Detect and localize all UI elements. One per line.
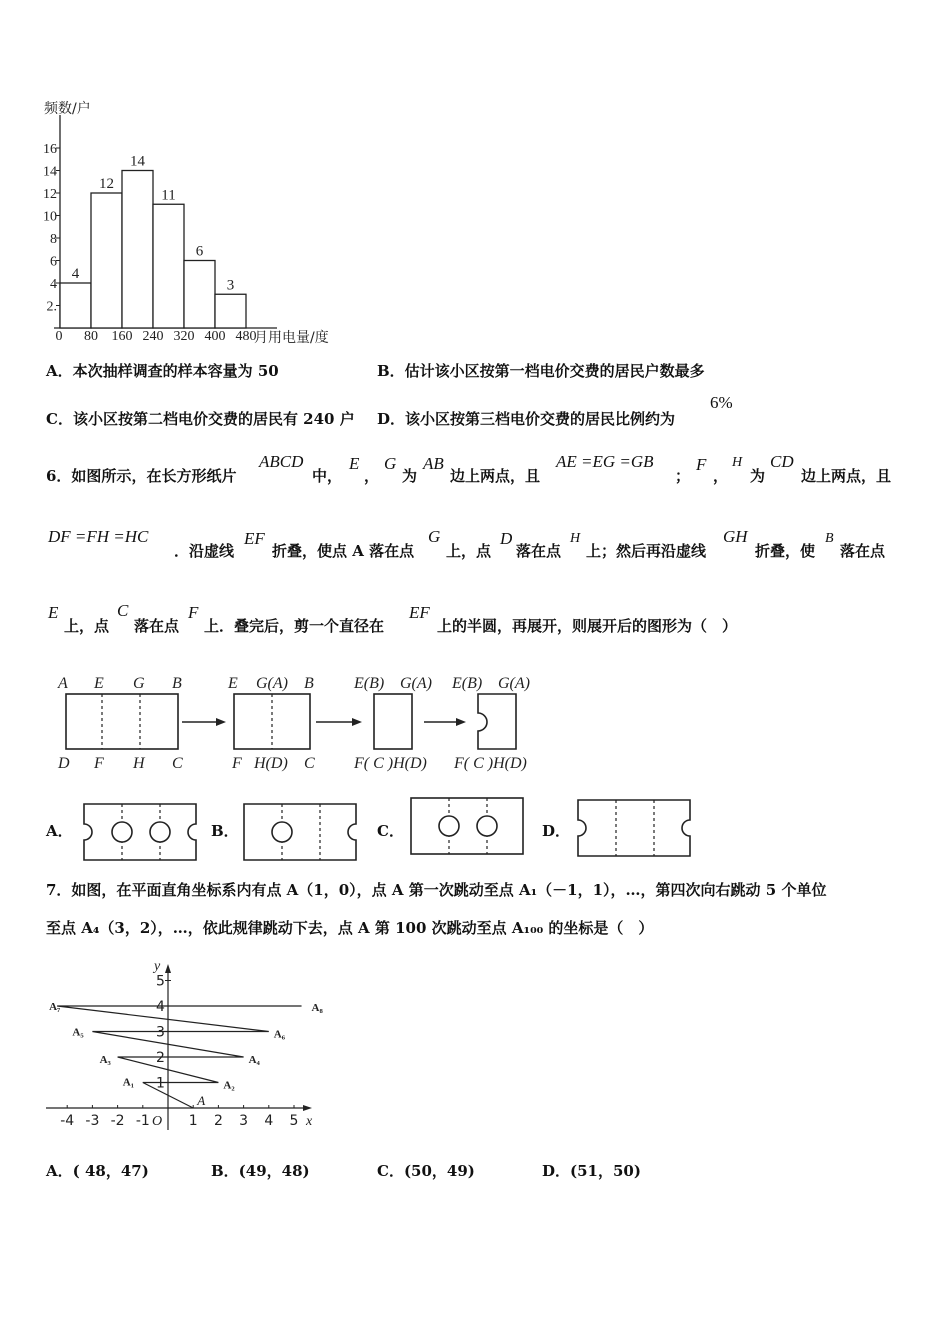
q6-option-d-label: D． (542, 822, 571, 840)
jump-point-label: A₂ (223, 1079, 235, 1092)
x-tick-label: -4 (60, 1113, 75, 1129)
y-tick-label: 2. (46, 299, 57, 315)
bar-value-label: 4 (71, 266, 80, 282)
q6-l1-6: 为 (402, 467, 418, 485)
q6-l1-1: ABCD (259, 452, 304, 471)
q7-option-d: D．(51，50) (542, 1162, 641, 1180)
bar-value-label: 11 (161, 187, 176, 204)
q6-l2-6: D (500, 529, 513, 548)
q6-l1-9: AE =EG =GB (556, 452, 654, 471)
jump-point-label: A₁ (122, 1076, 135, 1089)
fig-label-bottom: C (172, 755, 183, 772)
y-tick-label: 14 (43, 164, 57, 180)
q6-l3-7: 上的半圆，再展开，则展开后的图形为（ ） (437, 617, 738, 635)
fig-label-bottom: F( C )H(D) (354, 755, 427, 772)
jump-point-label: A₆ (273, 1028, 286, 1041)
q7-option-c: C．(50，49) (377, 1162, 475, 1180)
fig-label-bottom: D (58, 755, 70, 772)
fig-label-bottom: F( C )H(D) (454, 755, 527, 772)
q6-l2-9: 上；然后再沿虚线 (586, 542, 707, 560)
q6-l3-4: F (188, 603, 199, 622)
q6-l1-2: 中， (312, 467, 343, 485)
q6-l2-2: EF (244, 529, 265, 548)
x-tick-label: 4 (264, 1113, 274, 1129)
q6-l3-6: EF (409, 603, 430, 622)
q6-l1-7: AB (423, 454, 444, 473)
x-tick-label: 480 (235, 329, 257, 344)
q5-option-c: C．该小区按第二档电价交费的居民有 240 户 (46, 410, 355, 428)
q6-l1-11: F (696, 455, 707, 474)
q5-option-a: A．本次抽样调查的样本容量为 50 (46, 362, 279, 380)
y-tick-label: 8 (50, 232, 57, 247)
bar-value-label: 3 (226, 277, 235, 294)
bar-value-label: 12 (99, 176, 114, 192)
paper-rect-1 (66, 694, 178, 749)
q6-l2-4: G (428, 527, 441, 546)
fig-label-top: G(A) (400, 675, 432, 692)
jump-point-label: A₇ (49, 1001, 61, 1013)
q6-l2-11: 折叠，使 (755, 542, 816, 560)
x-tick-label: 400 (204, 329, 226, 344)
q6-l2-1: ．沿虚线 (174, 542, 235, 560)
q6-l3-5: 上．叠完后，剪一个直径在 (204, 617, 385, 635)
x-tick-label: 3 (239, 1113, 249, 1129)
x-tick-label: 240 (142, 329, 164, 344)
q6-l1-14: 为 (750, 467, 766, 485)
y-axis-arrow-icon (165, 964, 171, 973)
paper-cut-4 (478, 694, 516, 749)
jump-path (57, 1006, 301, 1108)
y-tick-label: 4 (156, 999, 165, 1015)
fig-label-top: E(B) (354, 675, 385, 692)
histogram-bar (215, 294, 246, 328)
y-tick-label: 2 (156, 1050, 165, 1066)
q6-l3-2: C (117, 601, 129, 620)
bar-value-label: 14 (130, 153, 145, 170)
q6-l1-10: ； (675, 467, 691, 485)
y-tick-label: 10 (43, 209, 57, 225)
q6-option-b-label: B． (211, 822, 239, 840)
fig-label-bottom: F (94, 755, 104, 772)
x-tick-label: -1 (135, 1113, 150, 1129)
histogram-bar (91, 193, 122, 328)
q6-l3-0: E (48, 603, 59, 622)
q5-option-b: B．估计该小区按第一档电价交费的居民户数最多 (377, 362, 705, 380)
x-axis-label: x (306, 1114, 313, 1129)
x-tick-label: 2 (213, 1113, 223, 1129)
y-axis-title: 频数/户 (44, 101, 91, 117)
q6-option-d-figure (572, 796, 698, 860)
q6-option-b-figure (240, 800, 362, 864)
jump-point-label: A₅ (72, 1026, 84, 1039)
point-a-label: A (197, 1093, 206, 1108)
fig-label-bottom: F (232, 755, 242, 772)
q6-l2-12: B (825, 531, 834, 546)
q6-l3-1: 上，点 (64, 617, 110, 635)
x-tick-label: 320 (173, 329, 195, 344)
histogram-chart (40, 95, 370, 345)
fig-label-top: G(A) (498, 675, 530, 692)
y-tick-label: 1 (156, 1075, 165, 1092)
y-tick-label: 16 (43, 142, 57, 157)
q6-option-c-label: C． (377, 822, 404, 840)
q6-option-a-label: A． (46, 822, 73, 840)
q6-l2-5: 上，点 (446, 542, 492, 560)
q6-option-c-figure (407, 794, 529, 858)
q5-option-d: D．该小区按第三档电价交费的居民比例约为 (377, 410, 676, 428)
arrow-head-2 (352, 718, 362, 726)
q6-l1-5: G (384, 454, 397, 473)
q6-l1-8: 边上两点，且 (450, 467, 541, 485)
y-tick-label: 5 (156, 973, 165, 990)
jump-point-label: A₃ (99, 1054, 111, 1066)
x-tick-label: 5 (289, 1113, 299, 1129)
q6-l2-10: GH (723, 527, 748, 546)
q6-l1-0: 6．如图所示，在长方形纸片 (46, 467, 237, 485)
fig-label-bottom: C (304, 755, 315, 772)
fig-label-top: E (228, 675, 238, 692)
q6-l2-3: 折叠，使点 A 落在点 (272, 542, 415, 560)
fig-label-top: G(A) (256, 675, 288, 692)
q7-option-a: A．( 48，47) (46, 1162, 149, 1180)
y-axis-label: y (154, 959, 161, 974)
q6-l1-4: ， (364, 467, 380, 485)
fig-label-top: E (94, 675, 104, 692)
x-tick-label: 160 (111, 329, 133, 344)
x-tick-label: 1 (188, 1113, 198, 1129)
q6-l2-13: 落在点 (840, 542, 886, 560)
histogram-bar (153, 204, 184, 328)
x-tick-label: -2 (110, 1113, 125, 1129)
coordinate-figure (40, 958, 330, 1138)
x-tick-label: 0 (55, 329, 63, 344)
fig-label-top: A (58, 675, 68, 692)
x-tick-label: -3 (85, 1113, 100, 1129)
histogram-bar (184, 261, 215, 329)
folding-figure (50, 668, 560, 778)
q6-l1-12: ， (713, 467, 729, 485)
q6-l1-3: E (349, 454, 360, 473)
q7-line-1: 7．如图，在平面直角坐标系内有点 A（1，0），点 A 第一次跳动至点 A₁（－1，1），…，第四次向右跳动 5 个单位 (46, 881, 827, 899)
y-tick-label: 3 (156, 1024, 165, 1041)
q6-l2-8: H (570, 531, 581, 546)
x-axis-title: 月用电量/度 (254, 330, 329, 345)
q7-option-b: B．(49，48) (211, 1162, 310, 1180)
q6-l3-3: 落在点 (134, 617, 180, 635)
q6-option-a-figure (76, 800, 202, 864)
q6-l2-7: 落在点 (516, 542, 562, 560)
fig-label-top: B (172, 675, 182, 692)
q6-l2-0: DF =FH =HC (48, 527, 149, 546)
jump-point-label: A₈ (311, 1002, 323, 1014)
origin-label: O (152, 1114, 163, 1129)
q5-option-d-math: 6% (710, 393, 733, 412)
histogram-bar (122, 171, 153, 329)
q6-l1-13: H (732, 455, 743, 470)
paper-rect-3 (374, 694, 412, 749)
fig-label-top: B (304, 675, 314, 692)
histogram-bar (60, 283, 91, 328)
x-tick-label: 80 (84, 329, 98, 344)
y-tick-label: 4 (50, 277, 57, 292)
q7-line-2: 至点 A₄（3，2），…，依此规律跳动下去，点 A 第 100 次跳动至点 A₁₀₀ 的坐标是（ ） (46, 919, 654, 937)
x-axis-arrow-icon (303, 1105, 312, 1111)
y-tick-label: 6 (50, 254, 57, 270)
q6-l1-15: CD (770, 452, 794, 471)
fig-label-bottom: H (133, 755, 145, 772)
jump-point-label: A₄ (248, 1054, 260, 1066)
q6-l1-16: 边上两点，且 (801, 467, 892, 485)
arrow-head-1 (216, 718, 226, 726)
y-tick-label: 12 (43, 187, 57, 202)
fig-label-top: E(B) (452, 675, 483, 692)
arrow-head-3 (456, 718, 466, 726)
fig-label-bottom: H(D) (254, 755, 288, 772)
bar-value-label: 6 (195, 243, 204, 260)
fig-label-top: G (133, 675, 145, 692)
